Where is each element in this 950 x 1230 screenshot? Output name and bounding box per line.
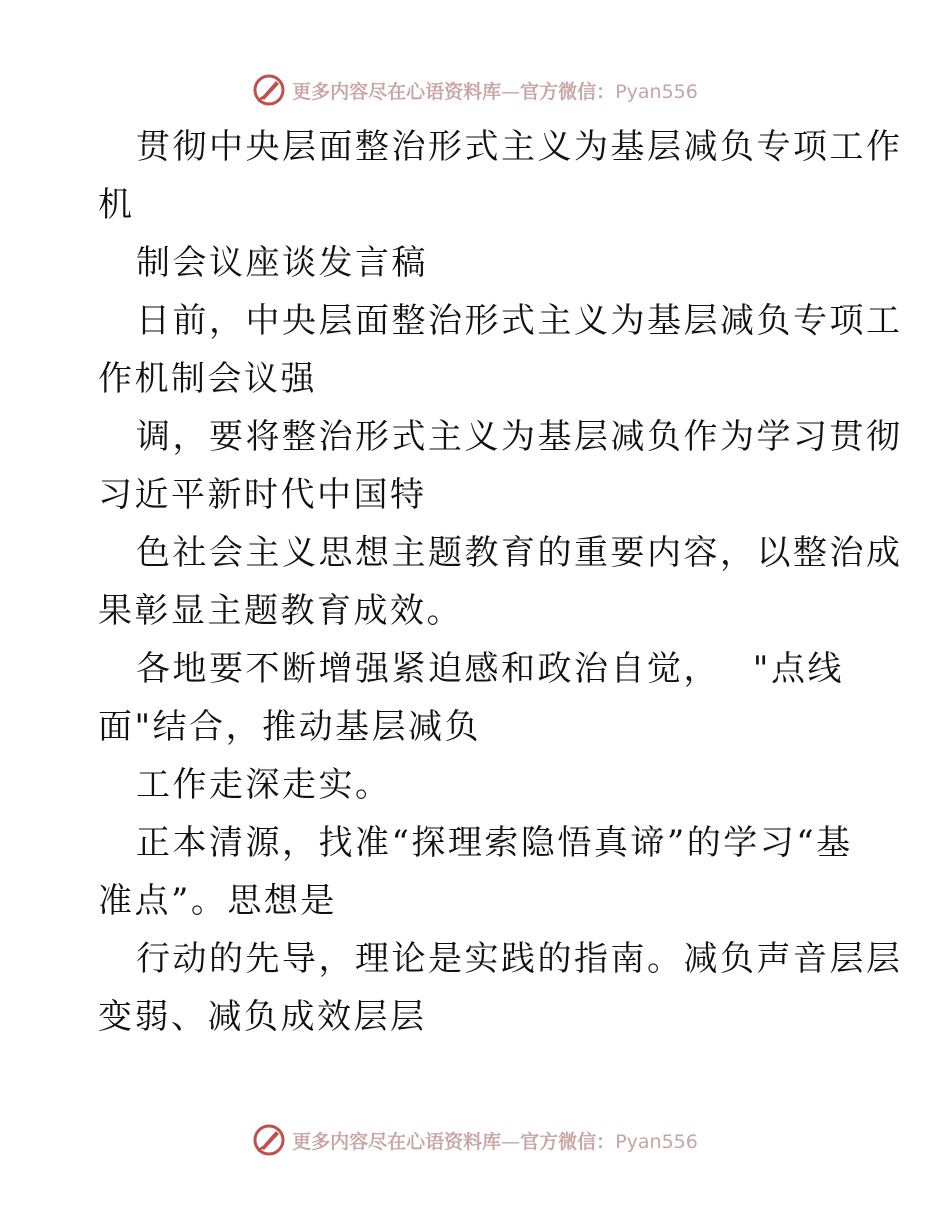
- doc-line: 习近平新时代中国特: [98, 475, 427, 515]
- footer-banner: [0, 1120, 950, 1160]
- doc-line: 机: [98, 185, 135, 225]
- doc-line: 贯彻中央层面整治形式主义为基层减负专项工作: [136, 127, 903, 167]
- doc-line: 制会议座谈发言稿: [136, 243, 428, 283]
- doc-line: 日前，中央层面整治形式主义为基层减负专项工: [136, 301, 903, 341]
- doc-line: 工作走深走实。: [136, 765, 392, 805]
- doc-line: 面"结合，推动基层减负: [98, 707, 482, 747]
- banner-text: [292, 1127, 698, 1154]
- banner-wechat-id: Pyan556: [615, 80, 698, 103]
- doc-line: 各地要不断增强紧迫感和政治自觉， "点线: [136, 649, 844, 689]
- doc-line: 果彰显主题教育成效。: [98, 591, 463, 631]
- doc-line: 色社会主义思想主题教育的重要内容，以整治成: [136, 533, 903, 573]
- banner-wechat-id: Pyan556: [615, 1130, 698, 1153]
- document-body: [98, 118, 903, 1046]
- doc-line: 正本清源，找准“探理索隐悟真谛”的学习“基: [136, 823, 853, 863]
- banner-dash: —: [501, 1130, 521, 1153]
- doc-line: 变弱、减负成效层层: [98, 997, 427, 1037]
- feather-pen-logo-icon: [252, 1123, 286, 1157]
- banner-site-name: 更多内容尽在心语资料库: [292, 1130, 502, 1153]
- banner-text: [292, 77, 698, 104]
- doc-line: 作机制会议强: [98, 359, 317, 399]
- banner-wechat-label: 官方微信：: [520, 80, 616, 103]
- feather-pen-logo-icon: [252, 73, 286, 107]
- doc-line: 调，要将整治形式主义为基层减负作为学习贯彻: [136, 417, 903, 457]
- banner-wechat-label: 官方微信：: [520, 1130, 616, 1153]
- doc-line: 行动的先导，理论是实践的指南。减负声音层层: [136, 939, 903, 979]
- header-banner: [0, 70, 950, 110]
- banner-site-name: 更多内容尽在心语资料库: [292, 80, 502, 103]
- banner-dash: —: [501, 80, 521, 103]
- doc-line: 准点”。思想是: [98, 881, 337, 921]
